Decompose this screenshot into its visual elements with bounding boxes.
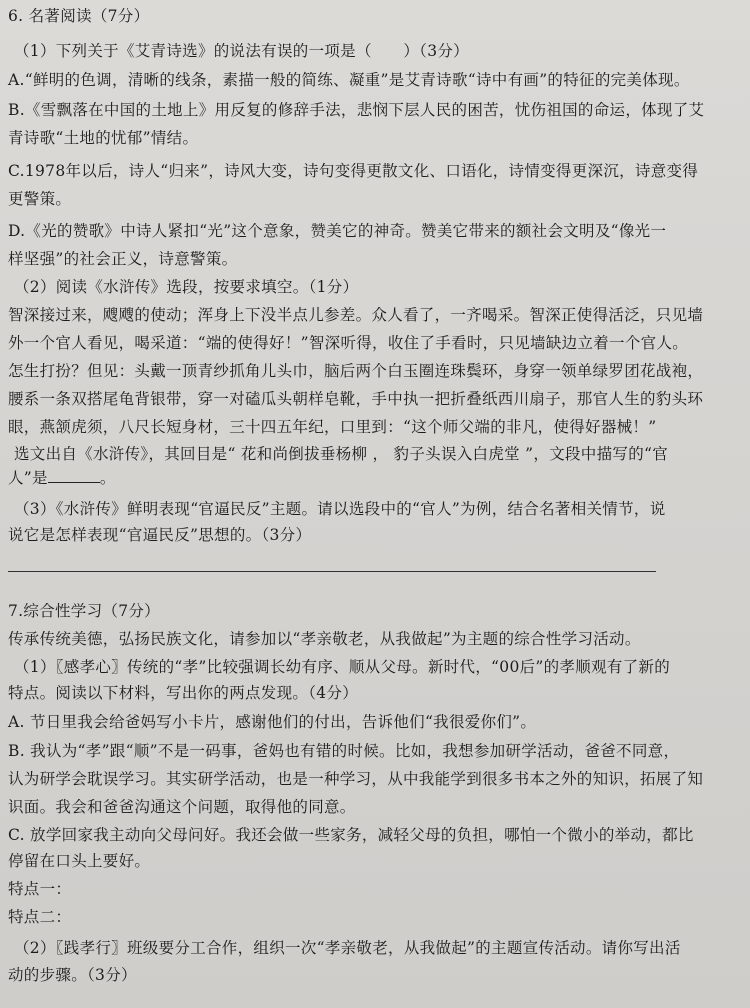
trait-two-label: 特点二： (8, 908, 72, 926)
q6-option-b-line2: 青诗歌“土地的忧郁”情结。 (8, 129, 199, 147)
q7-material-b-line1: B. 我认为“孝”跟“顺”不是一码事，爸妈也有错的时候。比如，我想参加研学活动，爸爸不同意， (8, 742, 680, 760)
passage-line: 怎生打扮？但见：头戴一顶青纱抓角儿头巾，脑后两个白玉圈连珠鬓环，身穿一领单绿罗团花战袍， (8, 362, 704, 380)
fill-prefix: 人”是 (8, 469, 48, 487)
trait-one-label: 特点一： (8, 880, 72, 898)
q6-option-d-line2: 样坚强”的社会正义，诗意警策。 (8, 250, 238, 268)
q6-option-a: A.“鲜明的色调，清晰的线条，素描一般的简练、凝重”是艾青诗歌“诗中有画”的特征的完美体现。 (8, 71, 690, 89)
q6-fill-line1: 选文出自《水浒传》，其回目是“ 花和尚倒拔垂杨柳 ， 豹子头误入白虎堂 ”，文段中描写的“官 (14, 445, 669, 463)
passage-line: 眼，燕颔虎须，八尺长短身材，三十四五年纪，口里到：“这个师父端的非凡，使得好器械！” (8, 418, 657, 436)
q6-heading: 6. 名著阅读（7分） (8, 7, 150, 25)
q6-part3-line2: 说它是怎样表现“官逼民反”思想的。（3分） (8, 526, 312, 544)
q6-part3-line1: （3）《水浒传》鲜明表现“官逼民反”主题。请以选段中的“官人”为例，结合名著相关情节，说 (14, 500, 666, 518)
q7-intro: 传承传统美德，弘扬民族文化，请参加以“孝亲敬老，从我做起”为主题的综合性学习活动。 (8, 630, 641, 648)
fill-suffix: 。 (99, 469, 116, 487)
q7-part2-line2: 动的步骤。（3分） (8, 966, 137, 984)
q7-material-c-line1: C. 放学回家我主动向父母问好。我还会做一些家务，减轻父母的负担，哪怕一个微小的举动，都比 (8, 826, 694, 844)
q7-part1-line2: 特点。阅读以下材料，写出你的两点发现。（4分） (8, 684, 359, 702)
q7-material-a: A. 节日里我会给爸妈写小卡片，感谢他们的付出，告诉他们“我很爱你们”。 (8, 713, 537, 731)
q7-material-b-line2: 认为研学会耽误学习。其实研学活动，也是一种学习，从中我能学到很多书本之外的知识，拓展了知 (8, 770, 704, 788)
q6-fill-line2 (8, 464, 116, 493)
q6-part2-stem: （2）阅读《水浒传》选段，按要求填空。（1分） (14, 278, 359, 296)
q7-part2-line1: （2）〖践孝行〗班级要分工合作，组织一次“孝亲敬老，从我做起”的主题宣传活动。请你写出活 (14, 939, 681, 957)
passage-line: 外一个官人看见，喝采道：“端的使得好！”智深听得，收住了手看时，只见墙缺边立着一个官人。 (8, 334, 689, 352)
answer-line[interactable] (8, 571, 656, 572)
answer-blank[interactable] (48, 464, 100, 483)
q6-option-c-line2: 更警策。 (8, 190, 72, 208)
passage-line: 智深接过来，飕飕的使动；浑身上下没半点儿参差。众人看了，一齐喝采。智深正使得活泛，只见墙 (8, 306, 704, 324)
q6-part1-stem: （1）下列关于《艾青诗选》的说法有误的一项是（ ）（3分） (14, 42, 469, 60)
q7-part1-line1: （1）〖感孝心〗传统的“孝”比较强调长幼有序、顺从父母。新时代，“00后”的孝顺观有了新的 (14, 658, 671, 676)
q6-option-d-line1: D.《光的赞歌》中诗人紧扣“光”这个意象，赞美它的神奇。赞美它带来的额社会文明及“像光一 (8, 222, 667, 240)
q7-heading: 7.综合性学习（7分） (8, 602, 160, 620)
q6-option-b-line1: B.《雪飘落在中国的土地上》用反复的修辞手法，悲悯下层人民的困苦，忧伤祖国的命运，体现了艾 (8, 101, 705, 119)
q7-material-c-line2: 停留在口头上要好。 (8, 852, 151, 870)
q6-option-c-line1: C.1978年以后，诗人“归来”，诗风大变，诗句变得更散文化、口语化，诗情变得更深沉，诗意变得 (8, 162, 699, 180)
q7-material-b-line3: 识面。我会和爸爸沟通这个问题，取得他的同意。 (8, 798, 356, 816)
passage-line: 腰系一条双搭尾龟背银带，穿一对磕瓜头朝样皂靴，手中执一把折叠纸西川扇子，那官人生的豹头环 (8, 390, 704, 408)
